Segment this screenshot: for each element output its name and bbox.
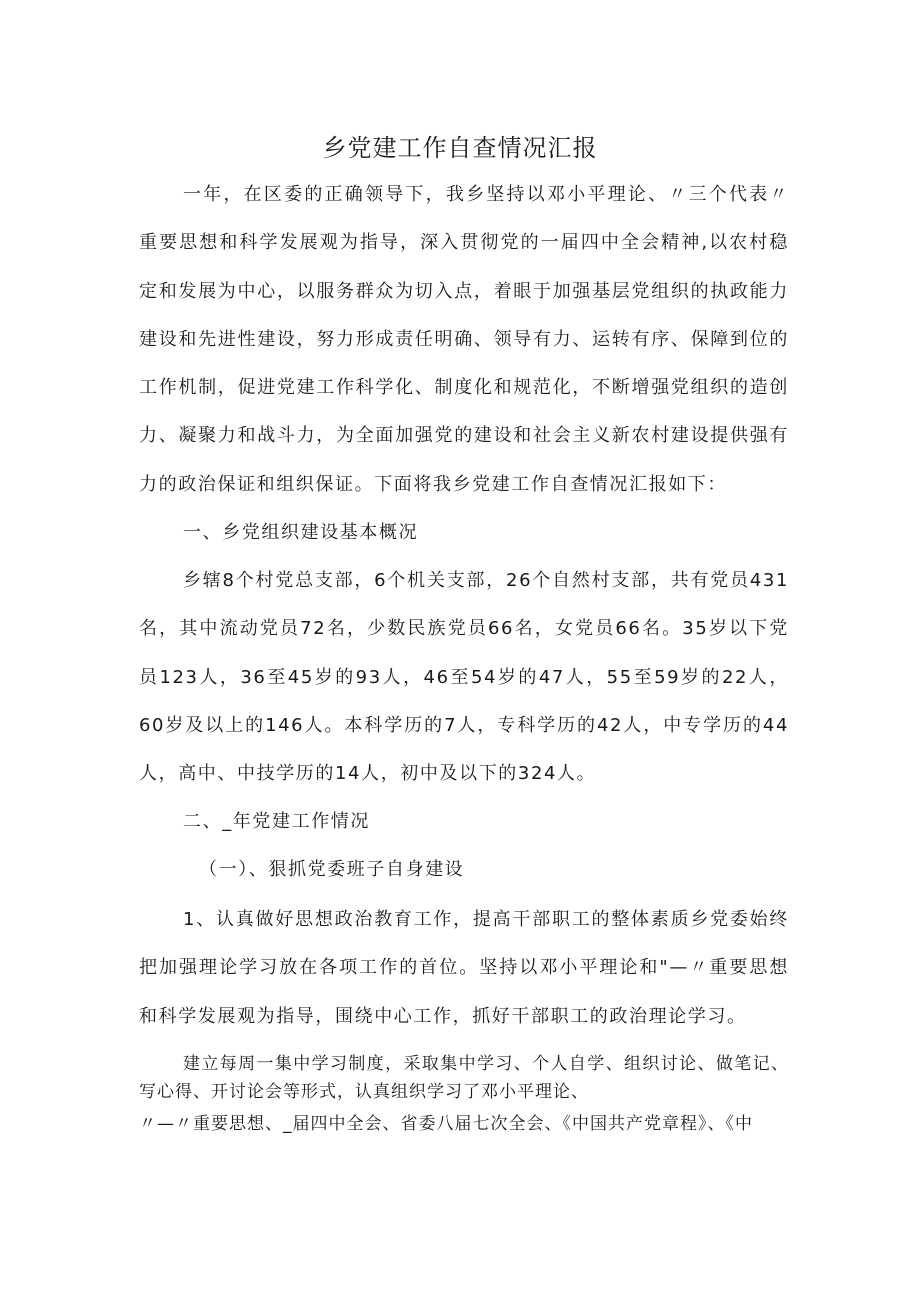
study-system-paragraph: 建立每周一集中学习制度，采取集中学习、个人自学、组织讨论、做笔记、写心得、开讨论会等形式，认真组织学习了邓小平理论、 xyxy=(139,1054,789,1102)
section-heading-2: 二、_年党建工作情况 xyxy=(183,811,370,832)
continuation-line: 〃—〃重要思想、_届四中全会、省委八届七次全会、《中国共产党章程》、《中 xyxy=(139,1114,753,1134)
document-title: 乡党建工作自查情况汇报 xyxy=(322,134,598,162)
subsection-heading-1: （一）、狠抓党委班子自身建设 xyxy=(199,859,465,880)
overview-paragraph: 乡辖8个村党总支部，6个机关支部，26个自然村支部，共有党员431名，其中流动党员72名，少数民族党员66名，女党员66名。35岁以下党员123人，36至45岁的93人，46至54岁的47人，55至59岁的22人，60岁及以上的146人。本科学历的7人，专科学历的42人，中专学历的44人，高中、中技学历的14人，初中及以下的324人。 xyxy=(139,570,789,785)
item-1-paragraph: 1、认真做好思想政治教育工作，提高干部职工的整体素质乡党委始终把加强理论学习放在各项工作的首位。坚持以邓小平理论和"—〃重要思想和科学发展观为指导，围绕中心工作，抓好干部职工的政治理论学习。 xyxy=(139,909,789,1027)
section-heading-1: 一、乡党组织建设基本概况 xyxy=(183,522,419,543)
intro-paragraph: 一年，在区委的正确领导下，我乡坚持以邓小平理论、〃三个代表〃重要思想和科学发展观为指导，深入贯彻党的一届四中全会精神,以农村稳定和发展为中心，以服务群众为切入点，着眼于加强基层党组织的执政能力建设和先进性建设，努力形成责任明确、领导有力、运转有序、保障到位的工作机制，促进党建工作科学化、制度化和规范化，不断增强党组织的造创力、凝聚力和战斗力，为全面加强党的建设和社会主义新农村建设提供强有力的政治保证和组织保证。下面将我乡党建工作自查情况汇报如下： xyxy=(139,184,789,495)
